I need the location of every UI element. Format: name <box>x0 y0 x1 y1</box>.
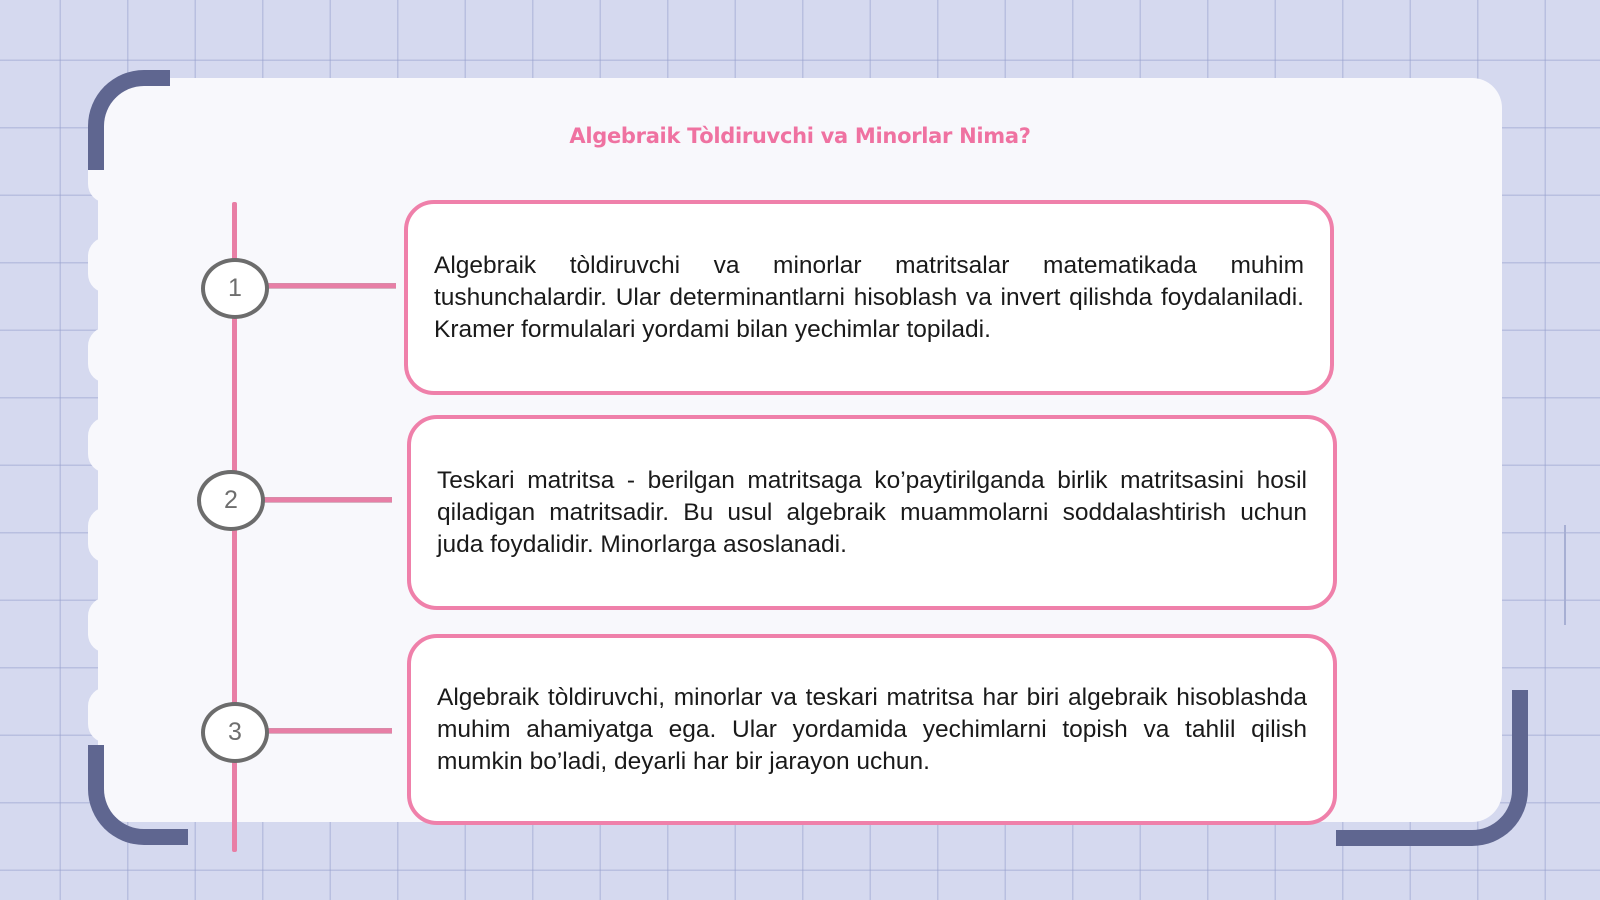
info-card-1 <box>404 200 1334 395</box>
info-card-2 <box>407 415 1337 610</box>
step-number-2: 2 <box>197 470 265 531</box>
step-number-1: 1 <box>201 258 269 319</box>
binder-hole <box>88 237 126 293</box>
frame-corner-bottom-right <box>1336 690 1528 846</box>
binder-hole <box>88 417 126 473</box>
connector-line-1 <box>266 283 396 289</box>
binder-hole <box>88 507 126 563</box>
frame-corner-top-left <box>88 70 170 170</box>
info-card-text: Algebraik tòldiruvchi, minorlar va teskari matritsa har biri algebraik hisoblashda muhim ahamiyatga ega. Ular yordamida yechimlarni topish va tahlil qilish mumkin bo’ladi, deyarli har bir jarayon uchun. <box>437 683 1307 775</box>
binder-hole <box>88 597 126 653</box>
binder-hole <box>88 327 126 383</box>
info-card-3 <box>407 634 1337 825</box>
decorative-line <box>1564 525 1566 625</box>
info-card-text: Teskari matritsa - berilgan matritsaga ko’paytirilganda birlik matritsasini hosil qiladigan matritsadir. Bu usul algebraik muammolarni soddalashtirish uchun juda foydalidir. Minorlarga asoslanadi. <box>437 466 1307 558</box>
binder-hole <box>88 687 126 743</box>
connector-line-3 <box>266 728 392 734</box>
info-card-text: Algebraik tòldiruvchi va minorlar matritsalar matematikada muhim tushunchalardir. Ular determinantlarni hisoblash va invert qilishda foydalaniladi. Kramer formulalari yordami bilan yechimlar topiladi. <box>434 251 1304 343</box>
connector-line-2 <box>262 497 392 503</box>
step-number-3: 3 <box>201 702 269 763</box>
slide-title: Algebraik Tòldiruvchi va Minorlar Nima? <box>569 124 1031 148</box>
frame-corner-bottom-left <box>88 745 188 845</box>
